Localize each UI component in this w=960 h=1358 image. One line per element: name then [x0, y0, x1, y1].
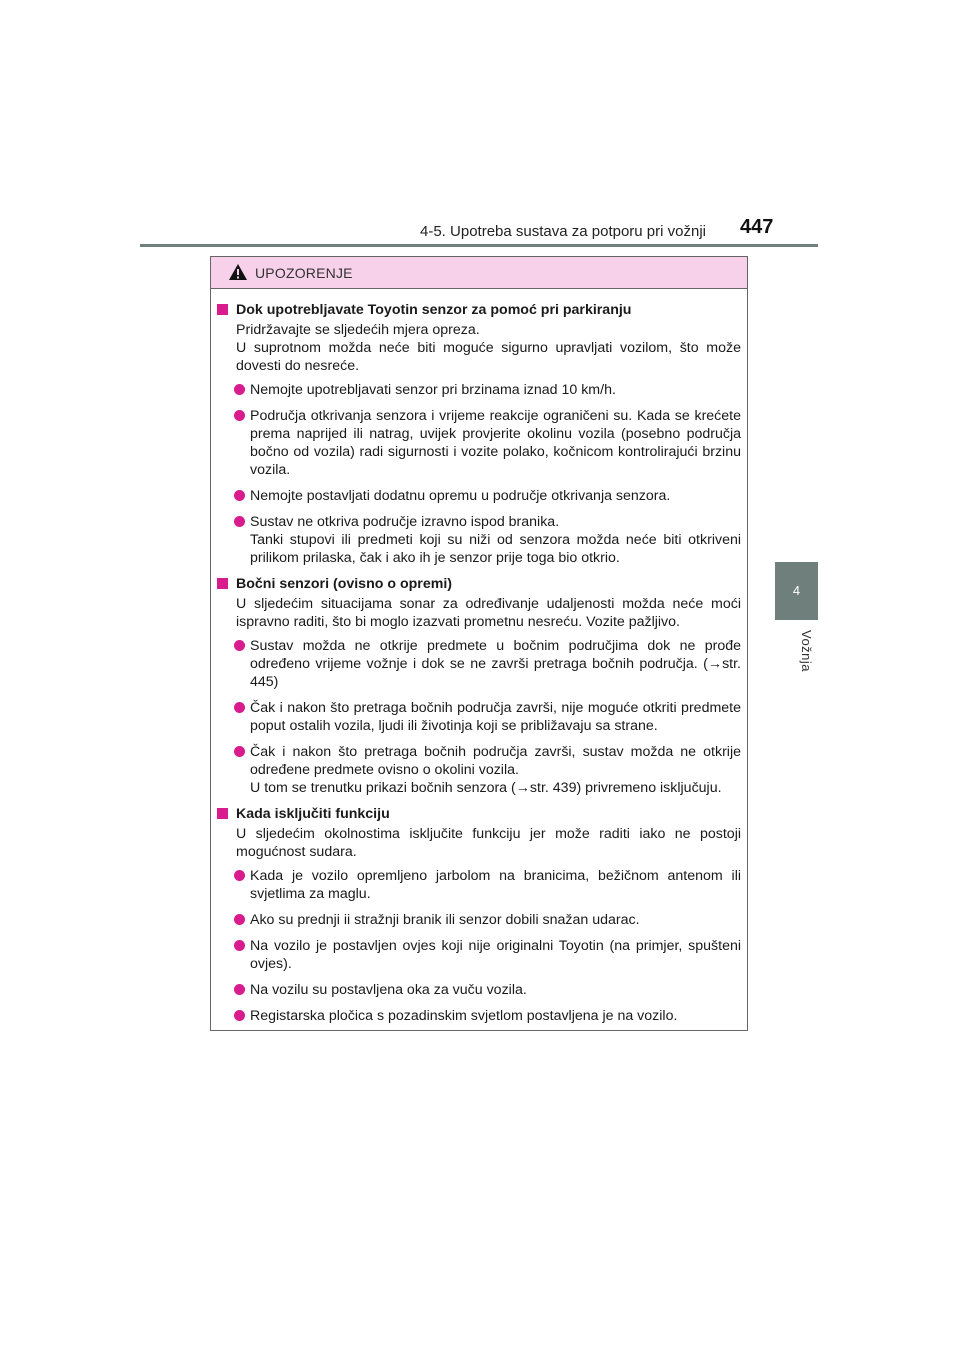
list-item: [217, 407, 741, 479]
list-item: [217, 911, 741, 929]
section-intro: [217, 595, 741, 631]
list-item-text: Nemojte postavljati dodatnu opremu u područje otkrivanja senzora.: [250, 488, 671, 504]
round-bullet-icon: [234, 1010, 245, 1021]
section-title: 4-5. Upotreba sustava za potporu pri vožnji: [420, 223, 706, 240]
list-item: [217, 487, 741, 505]
intro-line: U sljedećim okolnostima isključite funkciju jer može raditi iako ne postoji mogućnost sudara.: [236, 826, 741, 860]
round-bullet-icon: [234, 746, 245, 757]
section-heading: [217, 805, 741, 823]
round-bullet-icon: [234, 384, 245, 395]
square-bullet-icon: [217, 808, 228, 819]
page-number: 447: [740, 216, 774, 238]
round-bullet-icon: [234, 914, 245, 925]
list-item: [217, 937, 741, 973]
warning-section: [217, 301, 741, 567]
round-bullet-icon: [234, 490, 245, 501]
section-heading: [217, 301, 741, 319]
list-item-text: Na vozilo je postavljen ovjes koji nije originalni Toyotin (na primjer, spušteni ovjes).: [250, 938, 741, 972]
square-bullet-icon: [217, 578, 228, 589]
list-item: [217, 637, 741, 691]
warning-section: [217, 575, 741, 797]
round-bullet-icon: [234, 870, 245, 881]
page-header: [0, 0, 960, 250]
list-item: [217, 743, 741, 797]
section-heading: [217, 575, 741, 593]
list-item-text: Registarska pločica s pozadinskim svjetlom postavljena je na vozilo.: [250, 1008, 678, 1024]
list-item-text: U tom se trenutku prikazi bočnih senzora (→str. 439) privremeno isključuju.: [250, 780, 722, 796]
warning-body: [211, 289, 747, 1025]
round-bullet-icon: [234, 940, 245, 951]
section-intro: [217, 321, 741, 375]
section-heading-text: Dok upotrebljavate Toyotin senzor za pomoć pri parkiranju: [236, 302, 632, 318]
list-item: [217, 699, 741, 735]
list-item-text: Nemojte upotrebljavati senzor pri brzinama iznad 10 km/h.: [250, 382, 616, 398]
round-bullet-icon: [234, 516, 245, 527]
list-item: [217, 513, 741, 567]
chapter-label: Vožnja: [799, 630, 814, 673]
square-bullet-icon: [217, 304, 228, 315]
chapter-tab[interactable]: 4: [775, 562, 818, 620]
intro-line: Pridržavajte se sljedećih mjera opreza.: [236, 322, 480, 338]
list-item-text: Čak i nakon što pretraga bočnih područja završi, nije moguće otkriti predmete poput ostalih vozila, ljudi ili životinja koji se približavaju sa strane.: [250, 700, 741, 734]
round-bullet-icon: [234, 410, 245, 421]
header-rule: [140, 244, 818, 247]
warning-section: [217, 805, 741, 1025]
intro-line: U sljedećim situacijama sonar za određivanje udaljenosti možda neće moći ispravno raditi, što bi moglo izazvati prometnu nesreću. Vozite pažljivo.: [236, 596, 741, 630]
intro-line: U suprotnom možda neće biti moguće sigurno upravljati vozilom, što može dovesti do nesreće.: [236, 340, 741, 374]
warning-title: UPOZORENJE: [255, 265, 353, 281]
warning-header: [211, 257, 747, 289]
list-item-text: Tanki stupovi ili predmeti koji su niži od senzora možda neće biti otkriveni prilikom prilaska, čak i ako ih je senzor prije toga bio otkrio.: [250, 532, 741, 566]
list-item-text: Kada je vozilo opremljeno jarbolom na branicima, bežičnom antenom ili svjetlima za maglu.: [250, 868, 741, 902]
round-bullet-icon: [234, 640, 245, 651]
section-heading-text: Kada isključiti funkciju: [236, 806, 390, 822]
list-item-text: Ako su prednji ii stražnji branik ili senzor dobili snažan udarac.: [250, 912, 640, 928]
list-item: [217, 1007, 741, 1025]
list-item-text: Sustav možda ne otkrije predmete u bočnim područjima dok ne prođe određeno vrijeme vožnje i dok se ne završi pretraga bočnih područja. (→str. 445): [250, 638, 741, 690]
list-item: [217, 981, 741, 999]
list-item-text: Područja otkrivanja senzora i vrijeme reakcije ograničeni su. Kada se krećete prema naprijed ili natrag, uvijek provjerite okolinu vozila (posebno područja bočno od vozila) radi sigurnosti i vozite polako, kočnicom kontrolirajući brzinu vozila.: [250, 408, 741, 478]
round-bullet-icon: [234, 984, 245, 995]
round-bullet-icon: [234, 702, 245, 713]
list-item-text: Na vozilu su postavljena oka za vuču vozila.: [250, 982, 527, 998]
list-item: [217, 867, 741, 903]
section-heading-text: Bočni senzori (ovisno o opremi): [236, 576, 452, 592]
warning-triangle-icon: [228, 263, 248, 281]
list-item: [217, 381, 741, 399]
section-intro: [217, 825, 741, 861]
list-item-text: Čak i nakon što pretraga bočnih područja završi, sustav možda ne otkrije određene predmete ovisno o okolini vozila.: [250, 744, 741, 778]
list-item-text: Sustav ne otkriva područje izravno ispod branika.: [250, 514, 560, 530]
warning-box: [210, 256, 748, 1031]
